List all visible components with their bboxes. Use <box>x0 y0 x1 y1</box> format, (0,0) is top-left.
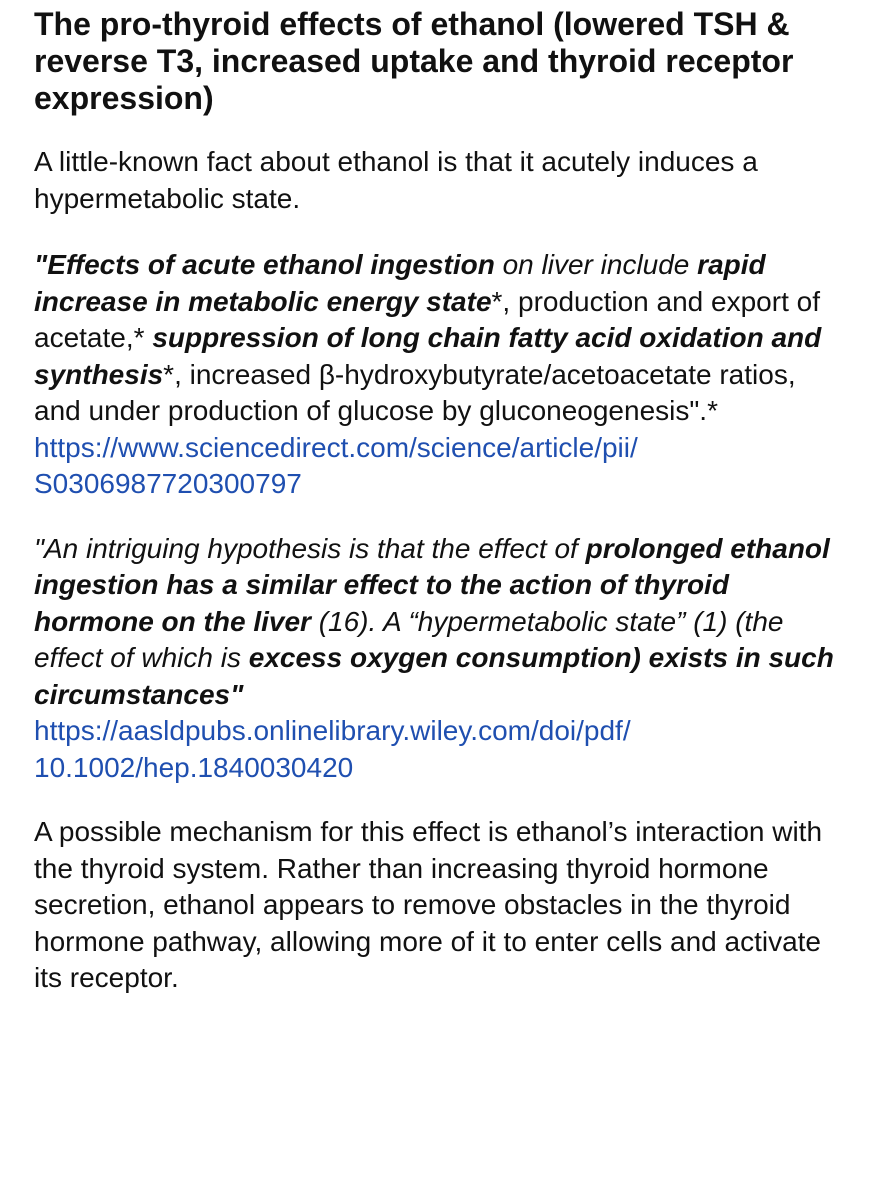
quote1-emphasis-2: rapid increase in metabolic energy state <box>34 249 766 317</box>
quote1-text-1: on liver include <box>494 249 698 280</box>
wiley-link-line-2[interactable]: 10.1002/hep.1840030420 <box>34 751 354 783</box>
wiley-link[interactable] <box>34 713 836 786</box>
quote1-text-2: *, <box>491 285 518 317</box>
sciencedirect-link-line-1[interactable]: https://www.sciencedirect.com/science/article/pii/ <box>34 431 638 463</box>
quote1-text-3: production and export of acetate,* <box>34 285 820 353</box>
quote2-emphasis-2: excess oxygen consumption) exists in such circumstances" <box>34 642 834 710</box>
quote2-text-2: (16). A “hypermetabolic state” (1) (the effect of which is <box>34 605 784 673</box>
quote2-text-1: "An intriguing hypothesis is that the effect of <box>34 532 586 564</box>
intro-paragraph: A little-known fact about ethanol is that it acutely induces a hypermetabolic state. <box>34 146 758 214</box>
quote1-text-4: *, increased β-hydroxybutyrate/acetoacetate ratios, and under production of glucose by gluconeogenesis".* <box>34 358 796 426</box>
quote1-emphasis-3: suppression of long chain fatty acid oxidation and synthesis <box>34 322 822 390</box>
sciencedirect-link[interactable] <box>34 430 836 503</box>
quote-paragraph-acute-ethanol <box>34 247 836 503</box>
sciencedirect-link-line-2[interactable]: S0306987720300797 <box>34 468 302 499</box>
closing-paragraph: A possible mechanism for this effect is ethanol’s interaction with the thyroid system. Rather than increasing thyroid hormone secretion, ethanol appears to remove obstacles in the thyroid hormone pathway, allowing more of it to enter cells and activate its receptor. <box>34 816 823 993</box>
wiley-link-line-1[interactable]: https://aasldpubs.onlinelibrary.wiley.com/doi/pdf/ <box>34 715 631 746</box>
quote1-emphasis-1: "Effects of acute ethanol ingestion <box>34 249 495 280</box>
quote-paragraph-hypothesis <box>34 531 836 787</box>
quote2-emphasis-1: prolonged ethanol ingestion has a similar effect to the action of thyroid hormone on the liver <box>34 532 830 637</box>
article-title: The pro-thyroid effects of ethanol (lowered TSH & reverse T3, increased uptake and thyroid receptor expression) <box>34 6 794 116</box>
